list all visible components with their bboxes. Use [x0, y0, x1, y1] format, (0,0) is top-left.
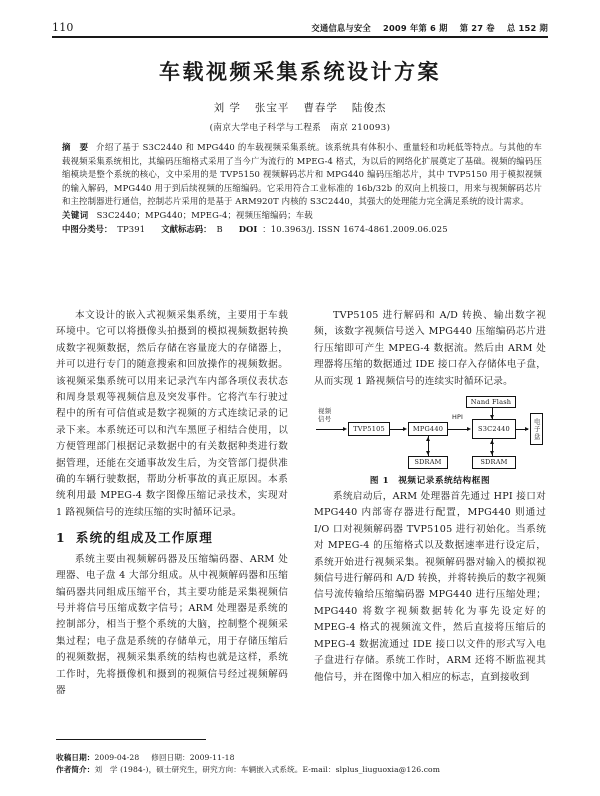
column-left	[56, 308, 288, 726]
keywords-block	[62, 209, 542, 223]
clc-value: TP391	[117, 223, 146, 234]
author-list	[0, 100, 600, 115]
section-number: 1	[56, 530, 66, 546]
video-input-label-line2: 信号	[318, 414, 332, 423]
author-3: 曹春学	[303, 102, 338, 114]
connector-mpg-to-s3c	[448, 429, 468, 430]
figure-caption	[314, 473, 546, 489]
abstract-block	[62, 141, 542, 209]
journal-serial: 总 152 期	[506, 23, 548, 33]
block-mpg440: MPG440	[408, 422, 448, 436]
figure-diagram	[314, 394, 546, 472]
doi-value: ：10.3963/j. ISSN 1674-4861.2009.06.025	[262, 223, 448, 234]
arrow-mpg-to-s3c	[467, 427, 471, 431]
figure-1	[314, 394, 546, 486]
footer-notes	[56, 752, 546, 776]
front-matter	[62, 141, 542, 236]
author-bio-line	[56, 764, 546, 776]
section-title: 系统的组成及工作原理	[75, 530, 213, 546]
doi-label: DOI	[238, 223, 258, 234]
video-input-label	[318, 408, 331, 423]
author-1: 刘 学	[213, 102, 241, 114]
revised-date-value: 修回日期：2009-11-18	[151, 753, 235, 762]
paragraph-system-composition: 系统主要由视频解码器及压缩编码器、ARM 处理器、电子盘 4 大部分组成。从中视频解码器和压缩编码器共同组成压缩平台，其主要功能是采集视频信号并将信号压缩成数字信号；ARM 处理器是系统的控制部分，相当于整个系统的大脑，控制整个视频采集过程；电子盘是系统的存储单元，用于存储压缩后的视频数据，视频采集系统的结构也就是这样，系统工作时，先将摄像机和摄到的视频信号经过视频解码器	[56, 553, 288, 696]
clc-group	[62, 224, 145, 234]
journal-name: 交通信息与安全	[311, 23, 371, 33]
hpi-bus-label: HPI	[452, 413, 464, 422]
arrow-sdram-to-s3c	[490, 440, 494, 444]
doi-group	[239, 224, 448, 234]
video-input-label-line1: 视频	[318, 407, 332, 416]
figure-caption-text: 视频记录系统结构框图	[398, 476, 491, 487]
arrow-sdram-to-mpg	[426, 437, 430, 441]
running-head	[52, 18, 548, 34]
author-2: 张宝平	[254, 102, 290, 114]
classification-block	[62, 223, 542, 237]
block-nand-flash: Nand Flash	[466, 396, 516, 408]
journal-info	[302, 22, 548, 34]
received-date-value: 2009-04-28	[94, 753, 140, 762]
author-bio-label: 作者简介：	[56, 765, 95, 774]
connector-tvp-to-mpg	[390, 429, 404, 430]
header-rule	[52, 36, 548, 38]
doc-code-value: B	[216, 223, 223, 234]
body-columns	[56, 308, 546, 726]
column-right	[314, 308, 546, 726]
doc-code-label: 文献标志码：	[161, 223, 212, 234]
block-sdram-left: SDRAM	[408, 456, 448, 469]
arrow-input	[343, 427, 347, 431]
keywords-label: 关键词	[62, 209, 89, 220]
page-title: 车载视频采集系统设计方案	[159, 59, 441, 84]
received-date-label: 收稿日期：	[56, 753, 95, 762]
figure-caption-number: 图 1	[369, 476, 390, 487]
section-heading-1	[56, 530, 288, 546]
block-electronic-disk: 电子盘	[530, 413, 543, 445]
paragraph-startup-sequence: 系统启动后，ARM 处理器首先通过 HPI 接口对 MPG440 内部寄存器进行配置，MPG440 则通过 I/O 口对视频解码器 TVP5105 进行初始化。当系统对 MPEG-4 的压缩格式以及数据速率进行设定后，系统开始进行视频采集。视频解码器对输入的模拟视频信号进行解码和 A/D 转换，并将转换后的数字视频信号流传输给压缩编码器 MPG440 进行压缩处理；MPG440 将数字视频数据转化为事先设定好的 MPEG-4 格式的视频流文件，然后直接将压缩后的 MPEG-4 数据流通过 IDE 接口以文件的形式写入电子盘进行存储。系统工作时，ARM 还将不断监视其他信号，并在图像中加入相应的标志，直到接收到	[314, 491, 546, 683]
footer-rule	[56, 739, 206, 740]
abstract-label: 摘 要	[62, 142, 92, 152]
block-sdram-right: SDRAM	[472, 456, 516, 469]
keywords-text: S3C2440；MPG440；MPEG-4；视频压缩编码；车载	[96, 209, 313, 220]
abstract-text: 介绍了基于 S3C2440 和 MPG440 的车载视频采集系统。该系统具有体积小、重量轻和功耗低等特点。与其他的车载视频采集系统相比，其编码压缩格式采用了当今广为流行的 MPEG-4 格式，为以后的网络化扩展奠定了基础。视频的编码压缩模块是整个系统的核心，文中采用的是 TVP5150 视频解码芯片和 MPG440 编码压缩芯片，其中 TVP5150 用于模拟视频的输入解码，MPG440 用于到后续视频的压缩编码。它采用符合工业标准的 16b/32b 的双向上机接口，用来与视频解码芯片和主控制器进行通信，控制芯片采用的是基于 ARM920T 内核的 S3C2440，其强大的处理能力完全满足系统的设计需求。	[62, 142, 542, 207]
paragraph-intro: 本文设计的嵌入式视频采集系统，主要用于车载环境中。它可以将摄像头拍摄到的模拟视频数据转换成数字视频数据，然后存储在容量庞大的存储器上，并可以进行专门的随意搜索和回放操作的视频数据。该视频采集系统可以用来记录汽车内部各项仪表状态和周身景观等视频信息及突发事件。它将汽车行驶过程中的所有可信值或是数字视频的方式连续记录的记录下来。本系统还可以和汽车黑匣子相结合使用，以方便管理部门根据记录数据中的有关数据种类进行数据管理，还能在交通事故发生后，为交管部门提供准确的车辆行驶数据，帮助分析事故的真正原因。本系统利用最 MPEG-4 数字图像压缩记录技术，实现对 1 路视频信号的连续压缩的实时循环记录。	[56, 310, 288, 518]
author-affiliation: (南京大学电子科学与工程系 南京 210093)	[209, 123, 391, 133]
author-bio-text: 刘 学 (1984-)，硕士研究生，研究方向：车辆嵌入式系统。E-mail：slplus_liuguoxia@126.com	[94, 765, 441, 774]
doc-code-group	[161, 224, 223, 234]
block-s3c2440: S3C2440	[472, 419, 516, 439]
author-4: 陆俊杰	[351, 102, 387, 114]
arrow-nand-to-s3c	[490, 415, 494, 419]
received-date-line	[56, 752, 546, 764]
clc-label: 中图分类号：	[62, 223, 113, 234]
arrow-tvp-to-mpg	[403, 427, 407, 431]
connector-input	[316, 429, 344, 430]
journal-volume: 第 27 卷	[459, 23, 495, 33]
page-number: 110	[52, 21, 74, 34]
paragraph-decode-chain: TVP5105 进行解码和 A/D 转换、输出数字视频，该数字视频信号送入 MPG440 压缩编码芯片进行压缩即可产生 MPEG-4 数据流。然后由 ARM 处理器将压缩的数据通过 IDE 接口存入存储体电子盘，从而实现 1 路视频信号的连续实时循环记录。	[314, 310, 546, 387]
journal-year-issue: 2009 年第 6 期	[382, 23, 448, 33]
block-tvp5105: TVP5105	[348, 422, 390, 436]
